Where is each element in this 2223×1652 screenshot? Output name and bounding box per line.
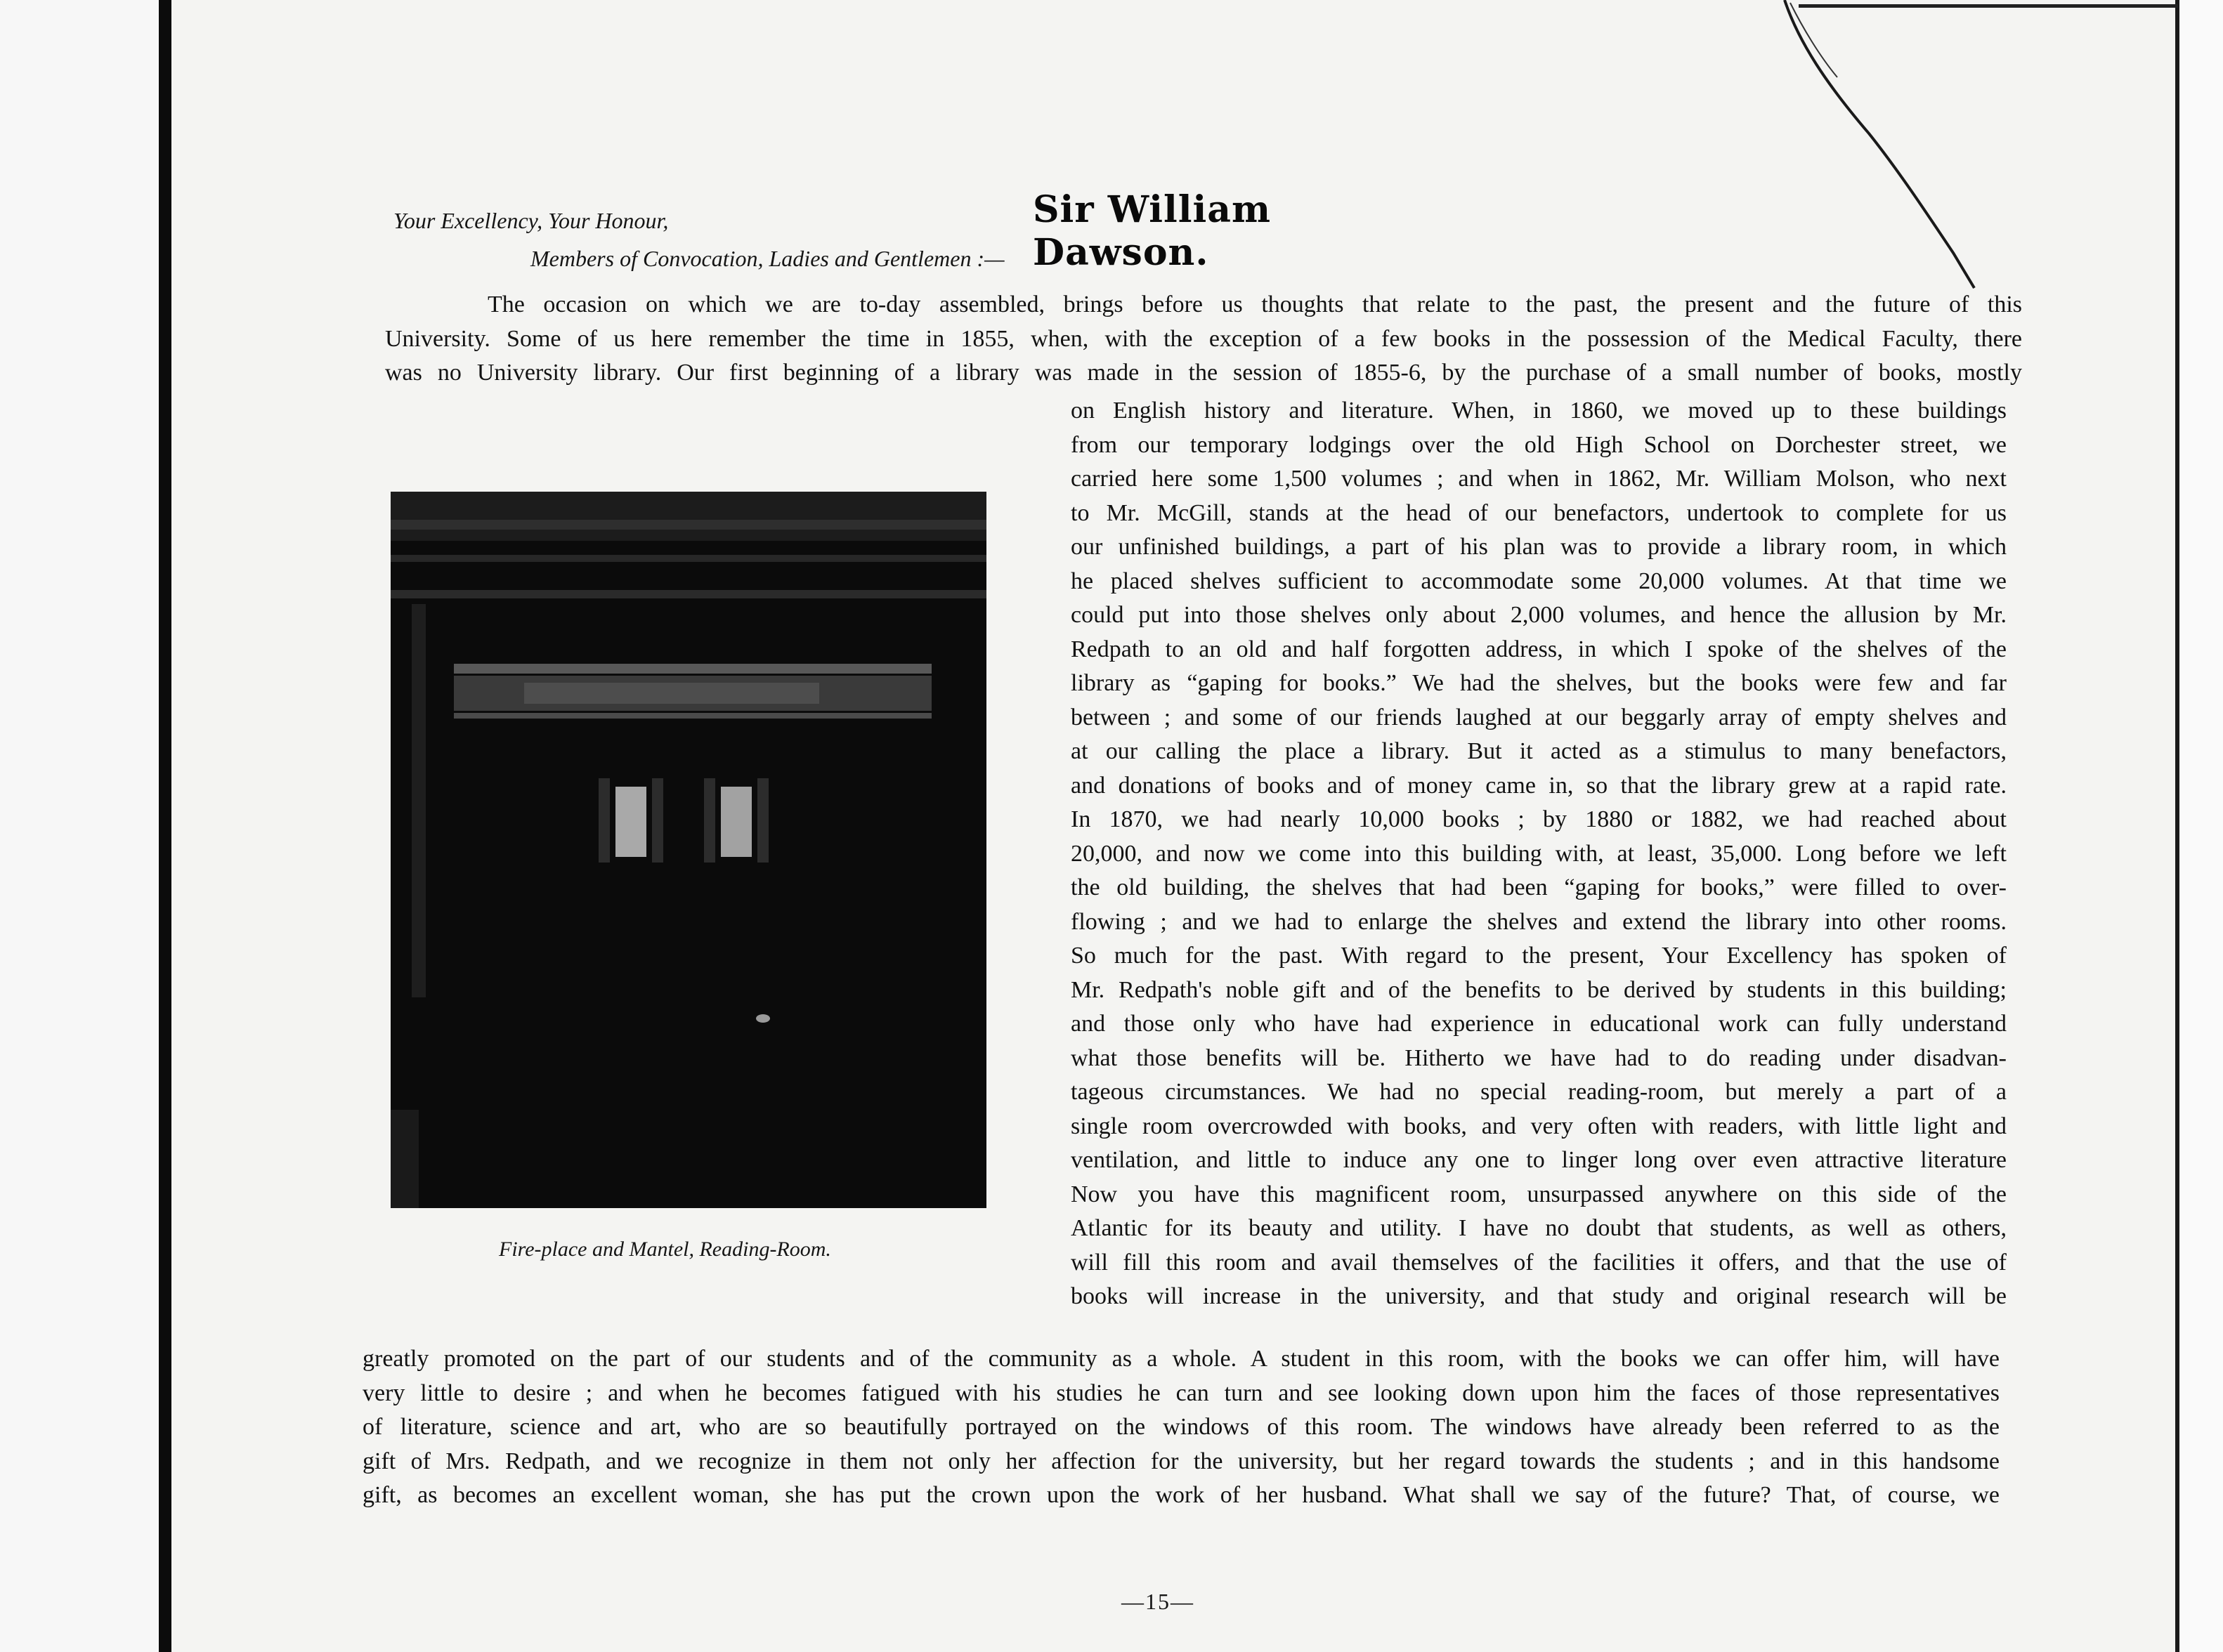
text-line: University. Some of us here remember the time in 1855, when, with the exception of a few books in the possession of the Medical Faculty, there — [385, 325, 2022, 352]
text-line: to Mr. McGill, stands at the head of our benefactors, undertook to complete for us — [1071, 499, 2007, 526]
book-gutter — [159, 0, 171, 1652]
text-line: ventilation, and little to induce any one to linger long over even attractive literature — [1071, 1147, 2007, 1173]
closing-paragraph — [363, 1342, 2000, 1513]
text-line: on English history and literature. When, in 1860, we moved up to these buildings — [1071, 398, 2007, 424]
text-line: tageous circumstances. We had no special reading-room, but merely a part of a — [1071, 1079, 2007, 1105]
salutation-line-2: Members of Convocation, Ladies and Gentlemen :— — [530, 246, 1005, 271]
text-line: very little to desire ; and when he becomes fatigued with his studies he can turn and see looking down upon him the faces of those representatives — [363, 1379, 2000, 1406]
text-line: books will increase in the university, and that study and original research will be — [1071, 1283, 2007, 1309]
text-line: gift of Mrs. Redpath, and we recognize in them not only her affection for the university, but her regard towards the students ; and in this handsome — [363, 1448, 2000, 1474]
text-line: The occasion on which we are to-day assembled, brings before us thoughts that relate to the past, the present and the future of this — [488, 291, 2022, 317]
text-line: library as “gaping for books.” We had the shelves, but the books were few and far — [1071, 670, 2007, 696]
text-line: greatly promoted on the part of our students and of the community as a whole. A student in this room, with the books we can offer him, will have — [363, 1346, 2000, 1372]
column-paragraph — [1071, 394, 2007, 1314]
text-line: and those only who have had experience in educational work can fully understand — [1071, 1011, 2007, 1037]
text-line: In 1870, we had nearly 10,000 books ; by 1880 or 1882, we had reached about — [1071, 806, 2007, 832]
text-line: Mr. Redpath's noble gift and of the benefits to be derived by students in this building; — [1071, 976, 2007, 1003]
text-line: So much for the past. With regard to the present, Your Excellency has spoken of — [1071, 943, 2007, 969]
page-number: —15— — [1121, 1589, 1194, 1614]
right-margin — [2179, 0, 2223, 1652]
text-line: flowing ; and we had to enlarge the shelves and extend the library into other rooms. — [1071, 908, 2007, 935]
salutation-line-1: Your Excellency, Your Honour, — [393, 208, 669, 233]
page-tear-mark — [1771, 0, 1995, 302]
text-line: single room overcrowded with books, and very often with readers, with little light and — [1071, 1113, 2007, 1139]
text-line: Atlantic for its beauty and utility. I have no doubt that students, as well as others, — [1071, 1215, 2007, 1241]
text-line: was no University library. Our first beginning of a library was made in the session of 1855-6, by the purchase of a small number of books, mostly — [385, 360, 2022, 386]
text-line: carried here some 1,500 volumes ; and when in 1862, Mr. William Molson, who next — [1071, 466, 2007, 492]
left-margin — [0, 0, 159, 1652]
text-line: the old building, the shelves that had been “gaping for books,” were filled to over- — [1071, 874, 2007, 900]
text-line: from our temporary lodgings over the old High School on Dorchester street, we — [1071, 431, 2007, 458]
text-line: Now you have this magnificent room, unsurpassed anywhere on this side of the — [1071, 1181, 2007, 1207]
text-line: our unfinished buildings, a part of his plan was to provide a library room, in which — [1071, 534, 2007, 560]
text-line: Redpath to an old and half forgotten address, in which I spoke of the shelves of the — [1071, 636, 2007, 662]
intro-paragraph — [385, 288, 2022, 391]
text-line: could put into those shelves only about 2,000 volumes, and hence the allusion by Mr. — [1071, 602, 2007, 628]
text-line: gift, as becomes an excellent woman, she has put the crown upon the work of her husband. What shall we say of the future? That, of course, we — [363, 1482, 2000, 1508]
photo-image — [391, 492, 986, 1208]
text-line: 20,000, and now we come into this building with, at least, 35,000. Long before we left — [1071, 840, 2007, 867]
text-line: he placed shelves sufficient to accommodate some 20,000 volumes. At that time we — [1071, 568, 2007, 594]
photo-caption: Fire-place and Mantel, Reading-Room. — [499, 1238, 831, 1261]
text-line: will fill this room and avail themselves of the facilities it offers, and that the use of — [1071, 1249, 2007, 1276]
text-line: between ; and some of our friends laughed at our beggarly array of empty shelves and — [1071, 704, 2007, 730]
text-line: what those benefits will be. Hitherto we have had to do reading under disadvan- — [1071, 1044, 2007, 1071]
text-line: of literature, science and art, who are so beautifully portrayed on the windows of this room. The windows have already been referred to as the — [363, 1414, 2000, 1440]
text-line: and donations of books and of money came in, so that the library grew at a rapid rate. — [1071, 772, 2007, 799]
page-heading: Sir William Dawson. — [1033, 188, 1272, 274]
text-line: at our calling the place a library. But it acted as a stimulus to many benefactors, — [1071, 738, 2007, 764]
fireplace-photograph — [391, 492, 986, 1208]
